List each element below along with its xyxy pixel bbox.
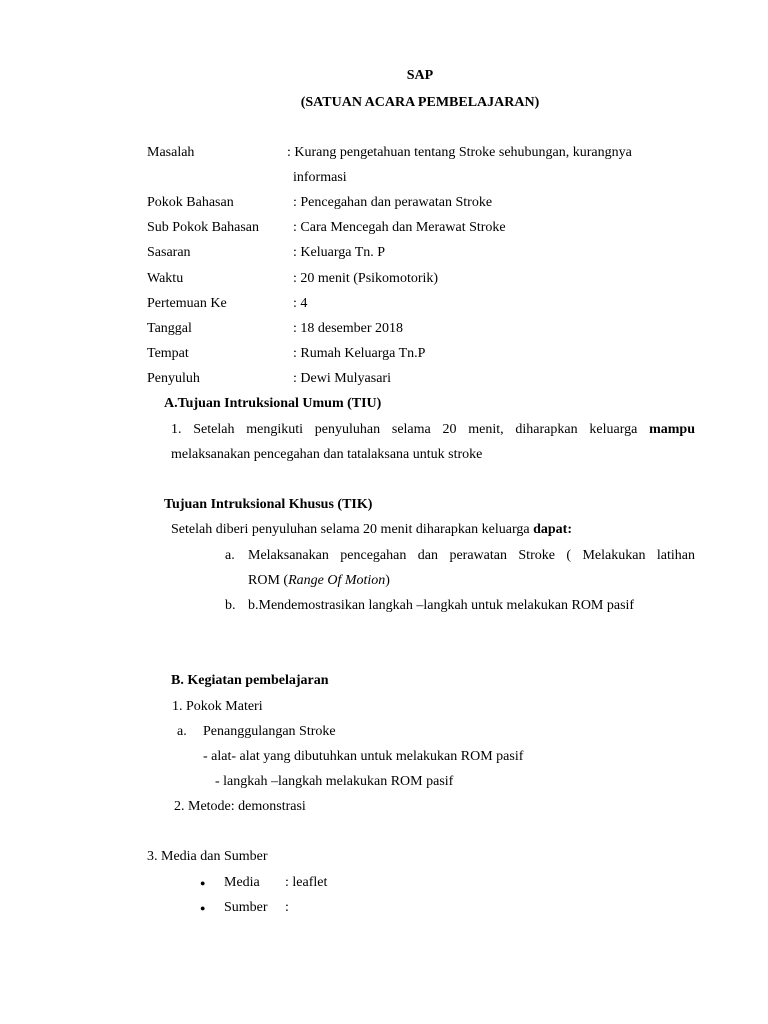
- info-value-masalah-cont: informasi: [293, 170, 347, 185]
- tik-item-a-line2: [248, 572, 390, 590]
- info-label-sub-pokok-bahasan: Sub Pokok Bahasan: [147, 220, 259, 235]
- tik-item-b-line1: b.Mendemostrasikan langkah –langkah untuk melakukan ROM pasif: [248, 598, 635, 613]
- kegiatan-heading: B. Kegiatan pembelajaran: [171, 673, 329, 688]
- kegiatan-dash-item-2: - langkah –langkah melakukan ROM pasif: [215, 774, 454, 789]
- info-value-sub-pokok-bahasan: : Cara Mencegah dan Merawat Stroke: [293, 220, 506, 235]
- tiu-paragraph-line2: melaksanakan pencegahan dan tatalaksana untuk stroke: [171, 447, 483, 462]
- document-subtitle: (SATUAN ACARA PEMBELAJARAN): [300, 95, 540, 110]
- tik-intro: [171, 521, 572, 539]
- tik-item-a-marker: a.: [225, 548, 235, 563]
- kegiatan-metode: 2. Metode: demonstrasi: [174, 799, 306, 814]
- bullet-icon: ●: [200, 903, 206, 913]
- kegiatan-sub-a-text: Penanggulangan Stroke: [203, 724, 336, 739]
- info-label-tempat: Tempat: [147, 346, 189, 361]
- tik-item-a-line2-italic: Range Of Motion: [288, 573, 386, 588]
- tik-item-a-line2-post: ): [385, 573, 390, 588]
- info-value-waktu: : 20 menit (Psikomotorik): [293, 271, 439, 286]
- tik-heading: Tujuan Intruksional Khusus (TIK): [164, 497, 373, 512]
- info-label-tanggal: Tanggal: [147, 321, 192, 336]
- info-value-tempat: : Rumah Keluarga Tn.P: [293, 346, 426, 361]
- info-value-tanggal: : 18 desember 2018: [293, 321, 404, 336]
- info-label-sasaran: Sasaran: [147, 245, 191, 260]
- info-value-pertemuan-ke: : 4: [293, 296, 308, 311]
- kegiatan-pokok-materi: 1. Pokok Materi: [172, 699, 263, 714]
- tiu-line1-text: 1. Setelah mengikuti penyuluhan selama 20 menit, diharapkan keluarga: [171, 422, 650, 437]
- media-heading: 3. Media dan Sumber: [147, 849, 268, 864]
- document-title: SAP: [406, 68, 434, 83]
- tik-item-a-line1: Melaksanakan pencegahan dan perawatan Stroke ( Melakukan latihan: [248, 548, 695, 563]
- tik-item-b-marker: b.: [225, 598, 236, 613]
- info-label-pokok-bahasan: Pokok Bahasan: [147, 195, 234, 210]
- bullet-icon: ●: [200, 878, 206, 888]
- sumber-item-label: Sumber: [224, 900, 268, 915]
- info-value-penyuluh: : Dewi Mulyasari: [293, 371, 391, 386]
- tik-intro-bold: dapat:: [533, 522, 572, 537]
- info-value-masalah: : Kurang pengetahuan tentang Stroke sehubungan, kurangnya: [287, 145, 632, 160]
- kegiatan-dash-item-1: - alat- alat yang dibutuhkan untuk melakukan ROM pasif: [203, 749, 524, 764]
- info-label-penyuluh: Penyuluh: [147, 371, 200, 386]
- tiu-line1-bold: mampu: [649, 422, 695, 437]
- info-label-waktu: Waktu: [147, 271, 184, 286]
- sumber-item-value: :: [285, 900, 289, 915]
- kegiatan-sub-a-marker: a.: [177, 724, 187, 739]
- tik-intro-text: Setelah diberi penyuluhan selama 20 menit diharapkan keluarga: [171, 522, 534, 537]
- tik-item-a-line2-pre: ROM (: [248, 573, 289, 588]
- media-item-label: Media: [224, 875, 260, 890]
- tiu-heading: A.Tujuan Intruksional Umum (TIU): [164, 396, 382, 411]
- info-label-masalah: Masalah: [147, 145, 195, 160]
- media-item-value: : leaflet: [285, 875, 328, 890]
- info-value-pokok-bahasan: : Pencegahan dan perawatan Stroke: [293, 195, 493, 210]
- info-value-sasaran: : Keluarga Tn. P: [293, 245, 386, 260]
- info-label-pertemuan-ke: Pertemuan Ke: [147, 296, 227, 311]
- tiu-paragraph-line1: [171, 421, 695, 439]
